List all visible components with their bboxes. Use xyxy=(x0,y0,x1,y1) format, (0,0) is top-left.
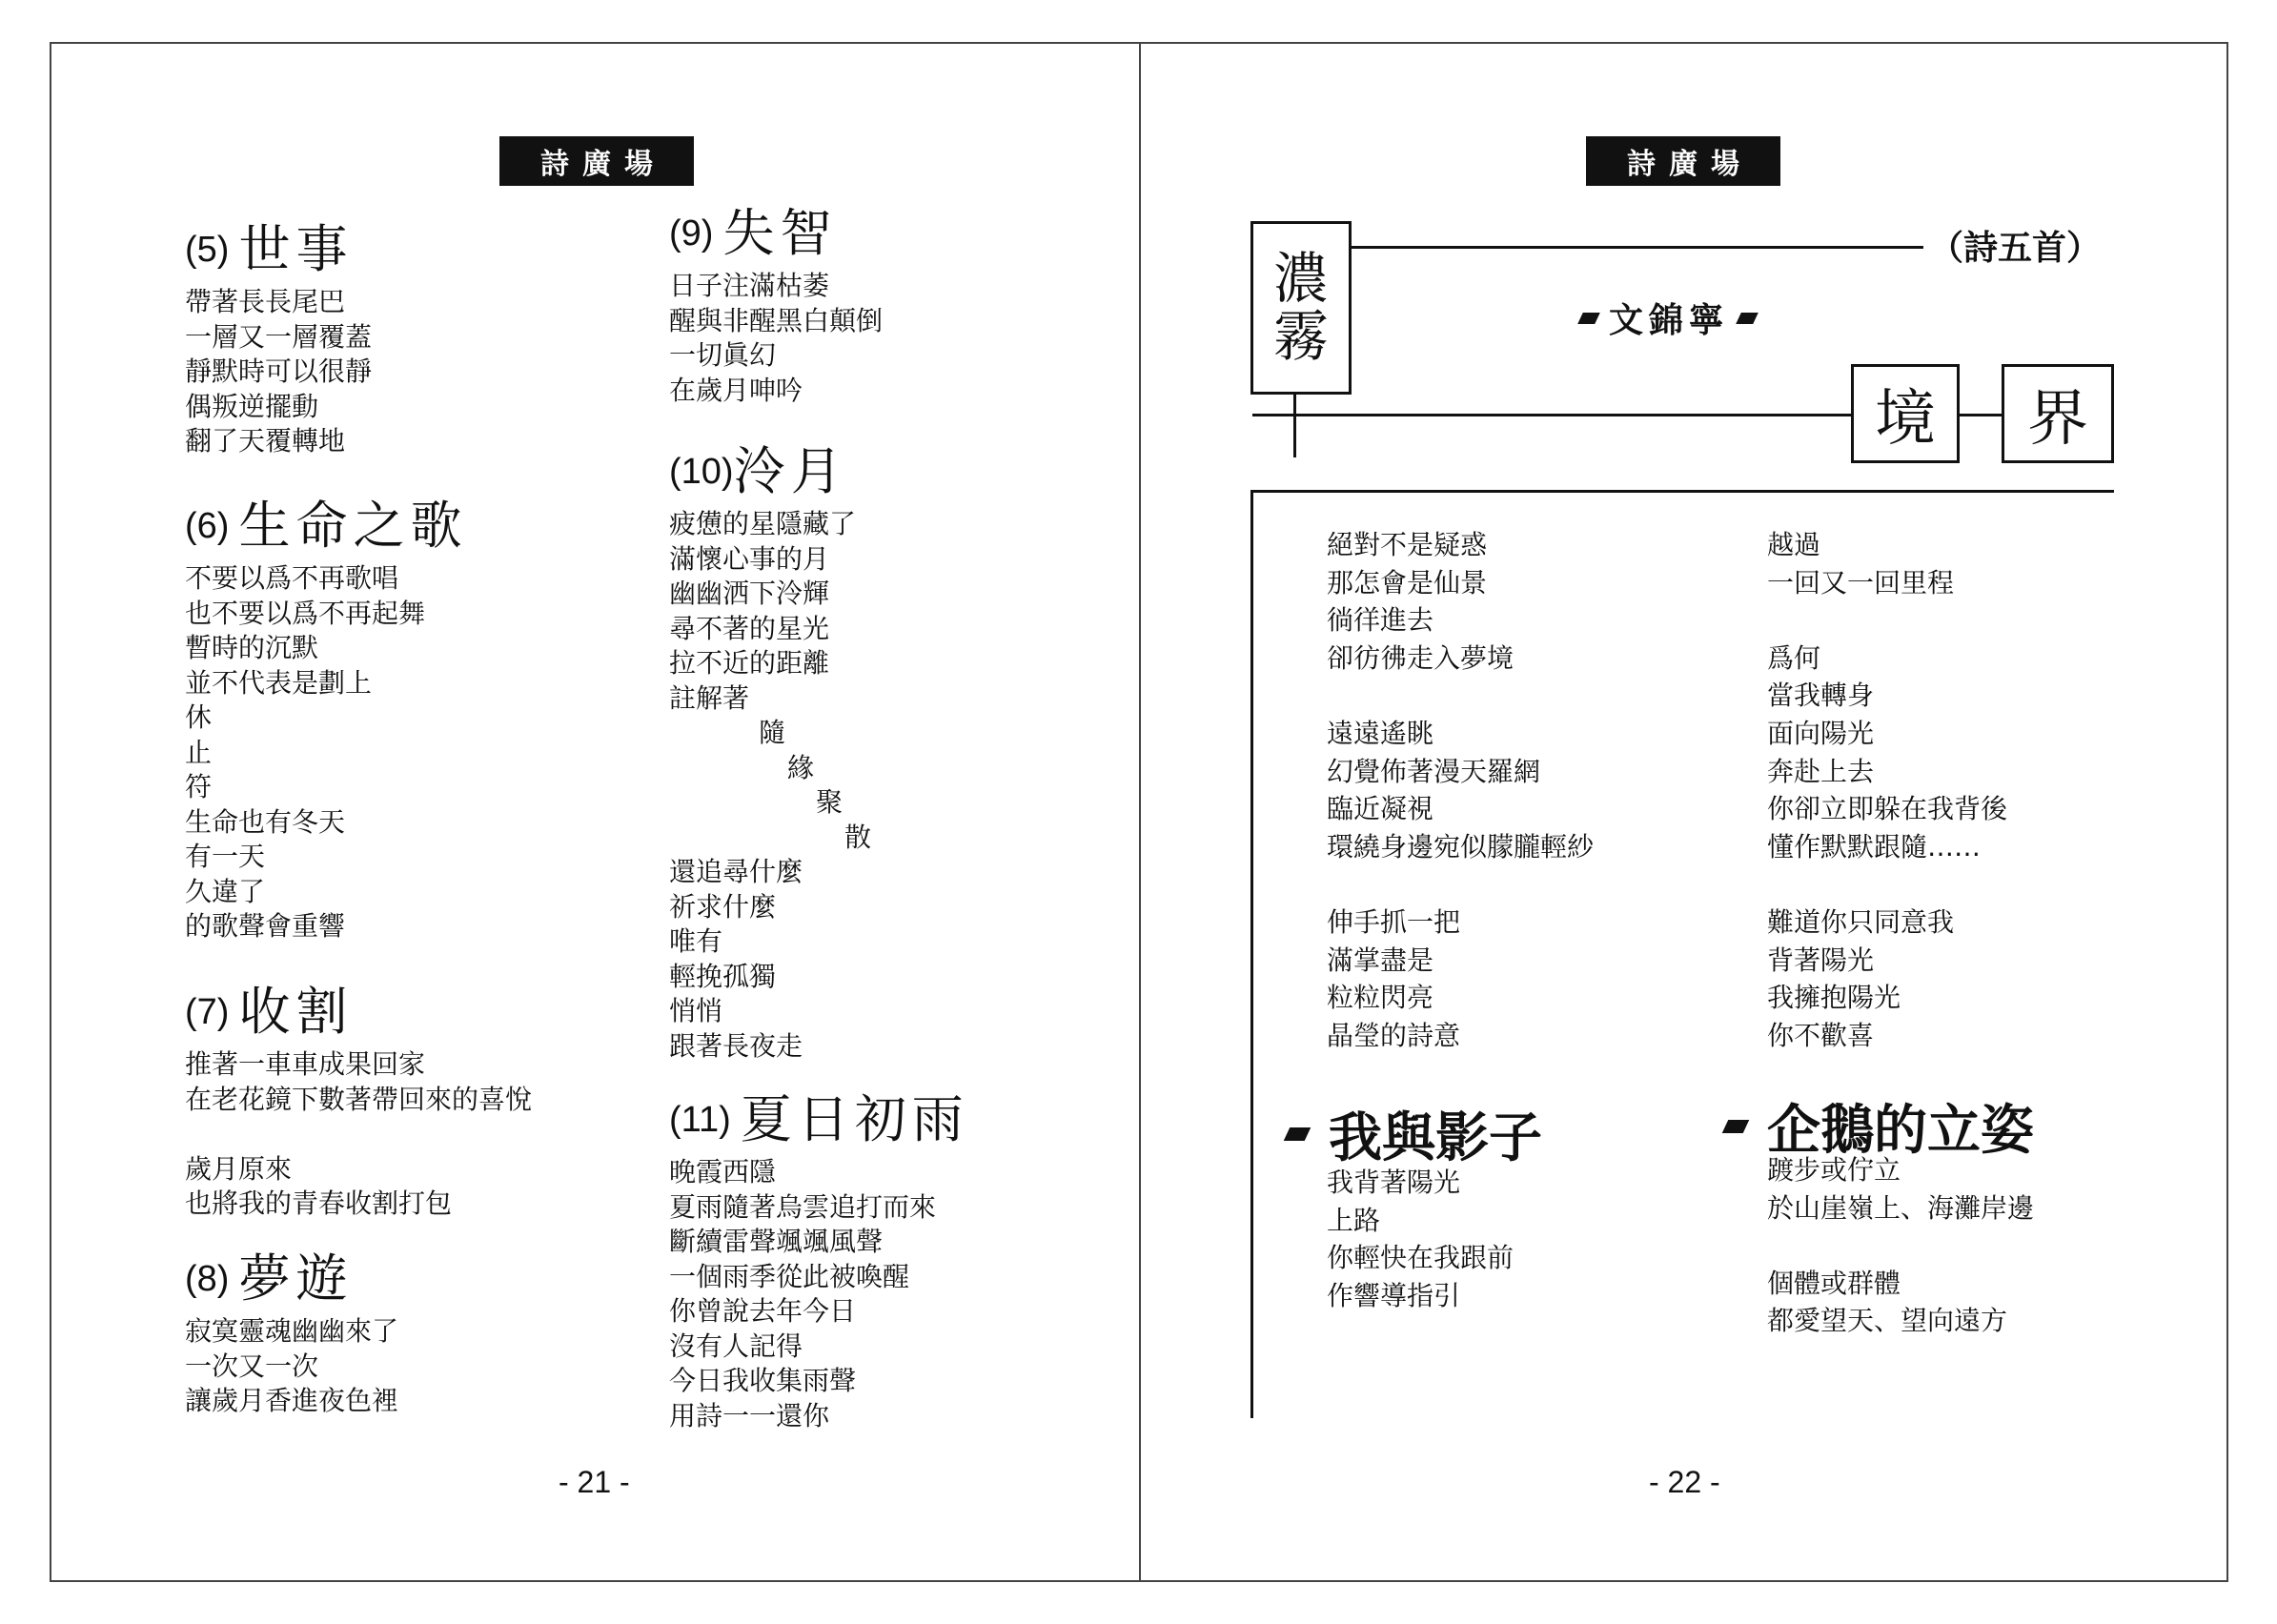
poem-title: 收割 xyxy=(238,982,354,1042)
title-rule-connector xyxy=(1958,414,2003,416)
spine-divider xyxy=(1139,42,1141,1582)
page-number-right: - 22 - xyxy=(1649,1465,1720,1499)
poem-7 xyxy=(185,982,533,1222)
subtitle: （詩五首） xyxy=(1929,228,2102,268)
author-name: 文錦寧 xyxy=(1609,300,1730,340)
poem-penguin-title: 企鵝的立姿 xyxy=(1767,1100,2034,1162)
poem-number: (5) xyxy=(185,230,230,270)
poem-number: (8) xyxy=(185,1259,230,1299)
poem-5 xyxy=(185,219,373,459)
poem-title: 世事 xyxy=(238,219,354,279)
poem-number: (7) xyxy=(185,992,230,1032)
poem-lines: 不要以爲不再歌唱 也不要以爲不再起舞 暫時的沉默 並不代表是劃上 休 止 符 生命也有冬天 有一天 久違了 的歌聲會重響 xyxy=(185,562,426,942)
bullet-icon xyxy=(1284,1127,1311,1141)
poem-fog-col1: 絕對不是疑惑 那怎會是仙景 徜徉進去 卻彷彿走入夢境 遠遠遙眺 幻覺佈著漫天羅網 臨近凝視 環繞身邊宛似朦朧輕紗 伸手抓一把 滿掌盡是 粒粒閃亮 晶瑩的詩意 xyxy=(1327,529,1595,1051)
scattered-words: 隨 緣 聚 散 xyxy=(759,717,872,853)
poem-title: 泠月 xyxy=(733,441,848,501)
poem-lines: 推著一車車成果回家 在老花鏡下數著帶回來的喜悅 歲月原來 也將我的青春收割打包 xyxy=(185,1048,533,1219)
poem-lines: 疲憊的星隱藏了 滿懷心事的月 幽幽洒下泠輝 尋不著的星光 拉不近的距離 註解著 xyxy=(669,508,857,714)
poem-6 xyxy=(185,496,468,944)
poem-lines: 晚霞西隱 夏雨隨著烏雲追打而來 斷續雷聲颯颯風聲 一個雨季從此被喚醒 你曾說去年今日 沒有人記得 今日我收集雨聲 用詩一一還你 xyxy=(669,1156,937,1431)
poem-shadow-title: 我與影子 xyxy=(1329,1107,1542,1169)
header-badge-right: 詩廣場 xyxy=(1586,136,1780,186)
poem-title: 夢遊 xyxy=(238,1248,354,1309)
poem-11 xyxy=(669,1089,969,1433)
poem-9 xyxy=(669,203,884,408)
title-box-jie: 界 xyxy=(2002,364,2114,463)
poem-lines-after: 還追尋什麼 祈求什麼 唯有 輕挽孤獨 悄悄 跟著長夜走 xyxy=(669,856,803,1062)
poem-number: (10) xyxy=(669,452,734,492)
page-number-left: - 21 - xyxy=(559,1465,630,1499)
poem-title: 生命之歌 xyxy=(238,496,468,556)
header-badge-left: 詩廣場 xyxy=(499,136,694,186)
bullet-icon xyxy=(1577,313,1600,324)
body-rule-left xyxy=(1250,490,1253,1418)
poem-8 xyxy=(185,1248,399,1419)
poem-number: (9) xyxy=(669,213,714,254)
poem-lines: 寂寞靈魂幽幽來了 一次又一次 讓歲月香進夜色裡 xyxy=(185,1315,399,1416)
poem-shadow-heading xyxy=(1287,1096,1542,1172)
title-rule-top xyxy=(1352,246,1923,249)
poem-number: (6) xyxy=(185,506,230,546)
title-rule-vertical xyxy=(1293,395,1296,457)
title-box-nongwu: 濃 霧 xyxy=(1250,221,1352,395)
poem-lines: 帶著長長尾巴 一層又一層覆蓋 靜默時可以很靜 偶叛逆擺動 翻了天覆轉地 xyxy=(185,286,373,457)
bullet-icon xyxy=(1736,313,1759,324)
poem-title: 失智 xyxy=(722,203,838,263)
poem-number: (11) xyxy=(669,1100,731,1140)
bullet-icon xyxy=(1722,1120,1750,1133)
poem-title: 夏日初雨 xyxy=(740,1089,969,1149)
poem-10 xyxy=(669,441,872,1064)
title-box-jing: 境 xyxy=(1851,364,1960,463)
author-line xyxy=(1580,294,1756,342)
body-rule-top xyxy=(1250,490,2114,493)
poem-penguin-lines: 踱步或佇立 於山崖嶺上、海灘岸邊 個體或群體 都愛望天、望向遠方 xyxy=(1767,1154,2035,1337)
poem-shadow-lines: 我背著陽光 上路 你輕快在我跟前 作響導指引 xyxy=(1327,1167,1515,1311)
poem-fog-col2: 越過 一回又一回里程 爲何 當我轉身 面向陽光 奔赴上去 你卻立即躲在我背後 懂作默默跟隨…… 難道你只同意我 背著陽光 我擁抱陽光 你不歡喜 xyxy=(1767,529,2008,1051)
poem-lines: 日子注滿枯萎 醒與非醒黑白顛倒 一切眞幻 在歲月呻吟 xyxy=(669,270,884,406)
title-rule-middle xyxy=(1252,414,1851,416)
